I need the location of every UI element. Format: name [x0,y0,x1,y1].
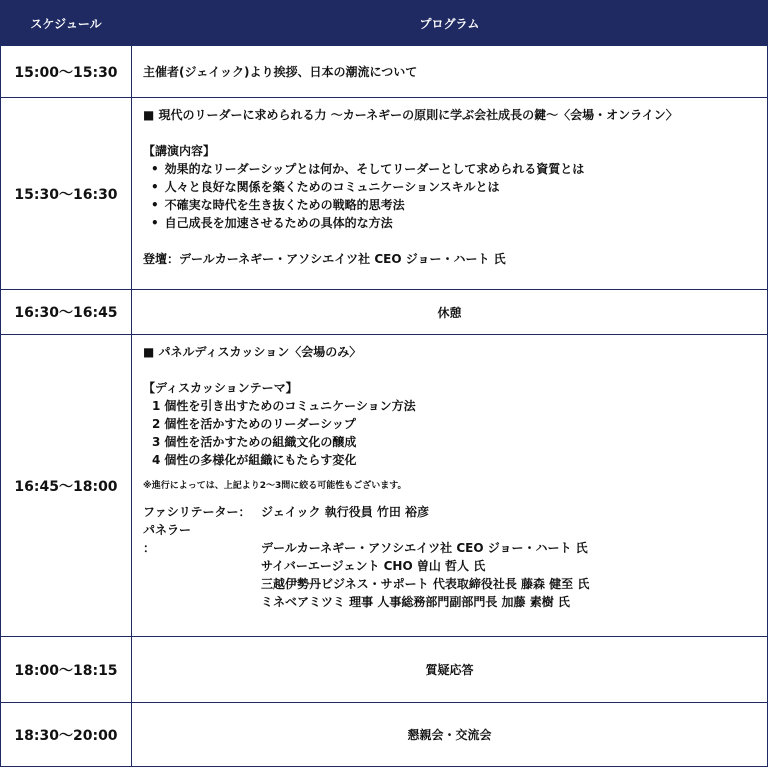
theme-text: 個性を引き出すためのコミュニケーション方法 [164,399,416,413]
theme-text: 個性の多様化が組織にもたらす変化 [164,453,357,467]
theme-item [143,451,759,469]
program-cell: 休憩 [132,290,768,335]
bullet-item: • 不確実な時代を生き抜くための戦略的思考法 [143,196,759,214]
panel-label [143,521,261,557]
theme-item [143,397,759,415]
theme-number: 1 [152,399,161,413]
program-cell: 懇親会・交流会 [132,703,768,767]
session-title: ■ パネルディスカッション〈会場のみ〉 [143,345,362,359]
table-row [1,335,768,637]
facilitator-name: ジェイック 執行役員 竹田 裕彦 [261,505,430,519]
theme-text: 個性を活かすためのリーダーシップ [164,417,356,431]
bullet-item: • 人々と良好な関係を築くためのコミュニケーションスキルとは [143,178,759,196]
program-header: プログラム [132,1,768,46]
table-row [1,290,768,335]
program-cell: 質疑応答 [132,637,768,703]
panel-colon: ： [143,541,156,555]
panelist-line [143,521,759,557]
table-row [1,703,768,767]
theme-number: 4 [152,453,161,467]
section-heading: 【講演内容】 [143,144,216,158]
session-title: ■ 現代のリーダーに求められる力 〜カーネギーの原則に学ぶ会社成長の鍵〜〈会場・オンライン〉 [143,108,678,122]
time-cell: 16:45〜18:00 [1,335,132,637]
bullet-item: • 自己成長を加速させるための具体的な方法 [143,214,759,232]
panelist-name: デールカーネギー・アソシエイツ社 CEO ジョー・ハート 氏 [261,541,588,555]
schedule-header: スケジュール [1,1,132,46]
program-cell: 主催者(ジェイック)より挨拶、日本の潮流について [132,46,768,98]
facilitator-line [143,503,759,521]
panel-label-text: パネラー [143,523,192,537]
bullet-item: • 効果的なリーダーシップとは何か、そしてリーダーとして求められる資質とは [143,160,759,178]
theme-number: 2 [152,417,161,431]
header-row [1,1,768,46]
theme-text: 個性を活かすための組織文化の醸成 [164,435,357,449]
theme-item [143,415,759,433]
speaker: 登壇：デールカーネギー・アソシエイツ社 CEO ジョー・ハート 氏 [143,252,506,266]
time-cell: 15:30〜16:30 [1,98,132,290]
theme-number: 3 [152,435,161,449]
theme-item [143,433,759,451]
panelist-name: ミネベアミツミ 理事 人事総務部門副部門長 加藤 素樹 氏 [261,595,570,609]
table-row [1,46,768,98]
time-cell: 16:30〜16:45 [1,290,132,335]
table-row [1,98,768,290]
table-row [1,637,768,703]
section-heading: 【ディスカッションテーマ】 [143,381,298,395]
panelist-name: 三越伊勢丹ビジネス・サポート 代表取締役社長 藤森 健至 氏 [261,577,590,591]
program-cell [132,335,768,637]
time-cell: 15:00〜15:30 [1,46,132,98]
facilitator-label: ファシリテーター： [143,505,251,519]
note: ※進行によっては、上記より2〜3問に絞る可能性もございます。 [143,481,407,491]
program-cell [132,98,768,290]
panelist-name: サイバーエージェント CHO 曽山 哲人 氏 [261,559,486,573]
time-cell: 18:30〜20:00 [1,703,132,767]
time-cell: 18:00〜18:15 [1,637,132,703]
